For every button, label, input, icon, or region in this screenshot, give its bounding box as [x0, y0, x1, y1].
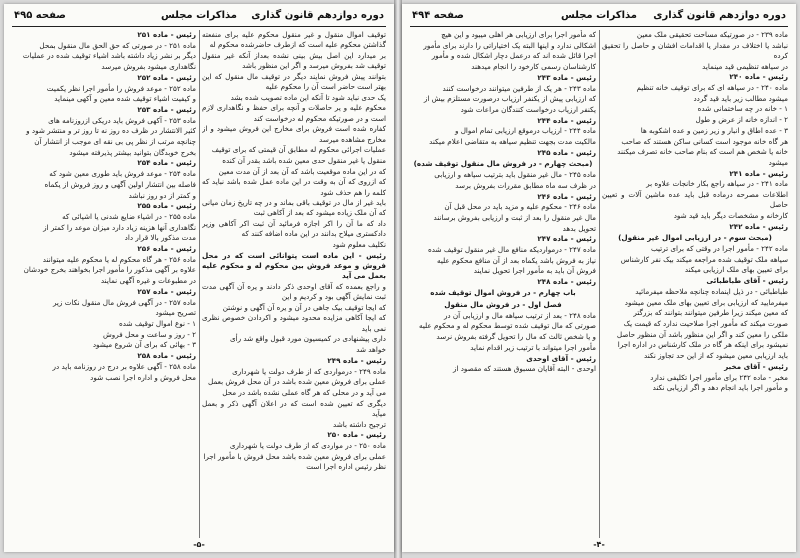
text-line: ماده ۲۴۷ - درمواردیکه منافع مال غیر منقول توقیف شده	[427, 245, 596, 255]
text-line: ماده ۲۴۶ - محکوم علیه و مزید باید در محل قبل آن	[444, 202, 596, 212]
text-line: دیگری که تعیین شده است که در اعلان آگهی ذکر و بعمل میآید	[202, 398, 386, 418]
text-line: محل فروش و اداره اجرا نصب شود	[90, 372, 196, 382]
text-line: مدت مذکور بالا قرار داد	[124, 233, 196, 243]
left-page-footer: -۵-	[193, 540, 205, 549]
text-line: رئیس - ماده ۲۵۴	[137, 158, 196, 168]
right-page-number: صفحه ۴۹۴	[412, 10, 464, 21]
text-line: طباطبائی - در ذیل اینماده چنانچه ملاحظه میفرمائید	[635, 286, 788, 296]
text-line: رئیس - ماده ۲۴۵	[537, 147, 596, 157]
right-page-footer: -۴-	[593, 540, 605, 549]
text-line: رئیس - ماده ۲۴۲	[729, 221, 788, 231]
left-page-header	[14, 10, 384, 26]
left-header-rule	[12, 26, 386, 27]
right-page-left-column	[410, 30, 596, 538]
text-line: ماده ۲۴۱ - در سیاهه راجع بکار خانجات علاوه بر	[646, 179, 788, 189]
text-line: ماده ۲۴۵ - مال غیر منقول باید بترتیب سیاهه و ارزیابی	[434, 170, 596, 180]
text-line: که معین میکند زیرا طرفین میتوانند بتوانند که بزرگتر	[633, 308, 788, 318]
text-line: رئیس - ماده ۲۴۰	[729, 72, 788, 82]
text-line: فروش آن باید به مأمور اجرا تحویل نمایند	[473, 266, 596, 276]
text-line: باب چهارم - در فروش اموال توقیف شده	[430, 288, 576, 298]
text-line: عملیات اجرائی محکوم له مطابق آن قیمتی که برای توقیف	[211, 145, 386, 155]
text-line: بتوانند پیش فروش نمایند دیگر در توقیف مال منقول که این بهتر است حاضر است آن را محکوم علیه	[202, 71, 386, 92]
text-line: و کیفیت اشیاء توقیف شده معین و آکهی مینماید	[54, 94, 196, 104]
text-line: ماده ۲۵۴ - موعد فروش باید طوری معین شود که	[49, 169, 196, 179]
text-line: ۱ - نوع اموال توقیف شده	[119, 318, 196, 328]
text-line: رئیس - ماده ۲۵۸	[137, 351, 196, 361]
text-line: ماده ۲۵۸ - آگهی علاوه بر درج در روزنامه باید در	[52, 361, 196, 371]
text-line: منقول یا غیر منقول حدی معین شده باشد بقدر آن کنده	[222, 155, 386, 165]
text-line: اطلاعات مصرحه درماده قبل باید عده ماشین آلات و تعیین حاصل	[602, 190, 788, 210]
text-line: که در این ماده موقعیت باشد که آن بعد از آن مدت معین	[218, 166, 386, 176]
text-line: که ایجا آکاهی مزایده محدود میشود و اکردادن خصوص نظری نمی باید	[202, 313, 386, 333]
left-columns	[12, 30, 386, 538]
text-line: رئیس - این ماده است پتوانائی است که در محل فروش و موعد فروش بین محکوم له و محکوم علیه بعمل می آید	[202, 250, 386, 281]
text-line: ۳ - عده اطاق و انبار و زیر زمین و عده اشکوبه ها	[640, 125, 788, 135]
text-line: مخبر - ماده ۲۴۲ برای مأمور اجرا تکلیفی ندارد	[650, 372, 788, 382]
text-line: رئیس - آقای طباطبائی	[706, 276, 788, 286]
text-line: نباشد یا اختلاف در مقدار یا اقدامات افشان و حاصل را تحقیق کرده	[602, 40, 788, 60]
text-line: باید غیر از مال در توقیف باقی بماند و در چه تاریخ زمان میانی که آن ملک زیاده میشود که بعد از آکاهی ثبت	[202, 198, 386, 218]
text-line: یک حدی نباید شود تا آنکه این ماده تصویب شده بشد	[230, 92, 386, 102]
text-line: رئیس - ماده ۲۵۱	[137, 30, 196, 39]
text-line: سیاهه ملک توقیف شده مراجعه میکند بیک نفر کارشناس	[620, 254, 788, 264]
text-line: علاوه بر آگهی مذکور را مأمور اجرا بخواهند بخرج خودشان	[23, 265, 196, 275]
text-line: ماده ۲۴۸ - بعد از ترتیب سیاهه مال و ارزیابی آن در	[443, 310, 596, 320]
text-line: رئیس - آقای اوحدی	[526, 353, 596, 363]
text-line: (مبحث سوم - در ارزیابی اموال غیر منقول)	[618, 232, 772, 242]
text-line: رئیس - ماده ۲۵۰	[327, 430, 386, 440]
text-line: رئیس - ماده ۲۴۱	[729, 168, 788, 178]
text-line: توقیف اموال منقول و غیر منقول محکوم علیه برای منفعته گذاشتن محکوم علیه است که ازطرف حاضرشده محکوم له	[202, 30, 386, 50]
text-line: کارخانه و مشخصات دیگر باید قید شود	[673, 210, 788, 220]
text-line: رئیس - ماده ۲۵۳	[137, 104, 196, 114]
text-line: (مبحث چهارم - در فروش مال منقول توقیف شده)	[413, 158, 593, 168]
text-line: اوحدی - البته آقایان مسبوق هستند که مقصود از	[452, 364, 596, 374]
text-line: و یا شخص ثالث که مال را تحویل گرفته بفروش نرسد	[436, 332, 596, 342]
text-line: که ارزیابی پیش از یکنفر ارزیاب درصورت مستلزم بیش از	[423, 94, 596, 104]
text-line: عملی برای فروش معین شده باشد محل فروش با مأمور اجرا	[203, 451, 386, 461]
text-line: میشود مطالب زیر باید قید گردد	[693, 93, 788, 103]
text-line: در سیاهه تنظیمی قید مینماید	[702, 61, 788, 71]
text-line: رئیس - ماده ۲۴۶	[537, 191, 596, 201]
text-line: ترجیح داشته باشد	[332, 419, 386, 429]
text-line: کثیر الانتشار در ظرف ده روز نه تا روز تر و منتشر شود و	[26, 126, 196, 136]
text-line: ماده ۲۴۲ - مأمور اجرا در وقتی که برای ترتیب	[650, 244, 788, 254]
text-line: کارشناسان رسمی کارخود را انجام میدهند	[471, 62, 596, 72]
left-page-right-column	[202, 30, 386, 538]
text-line: داری پیشنهادی در کمیسیون مورد قبول واقع شد رأی	[229, 334, 386, 344]
text-line: که ازروی که آن به وقت در این ماده عمل شده باشد نباید که کلمه را هم حذف شود	[202, 177, 386, 197]
text-line: چنانچه مرتب از نظر پی بی نقه ای موجب از انتشار آن	[34, 137, 196, 147]
text-line: خواهد شد	[356, 345, 386, 355]
text-line: کفاره شده است فروش برای مخارج این فروش میشود و از مخارج مشاهده میرسد	[202, 124, 386, 144]
text-line: میفرمایید که ارزیابی برای تعیین بهای ملک معین میشود	[624, 297, 788, 307]
text-line: رئیس - ماده ۲۴۷	[537, 234, 596, 244]
right-page	[402, 4, 796, 552]
text-line: ماده ۲۴۰ - در سیاهه ای که برای توقیف خانه تنظیم	[636, 83, 788, 93]
text-line: ۲ - اندازه خانه از عرض و طول	[695, 115, 788, 125]
right-columns	[410, 30, 788, 538]
left-page-number: صفحه ۴۹۵	[14, 10, 66, 21]
right-header-rule	[410, 26, 788, 27]
text-line: نکلیف معلوم شود	[332, 240, 386, 250]
text-line: و کمتر از دو روز نباشد	[128, 190, 196, 200]
text-line: رئیس - ماده ۲۵۷	[137, 286, 196, 296]
text-line: مأمور اجرا میتواند با ترتیب زیر اقدام نماید	[470, 342, 596, 352]
text-line: ماده ۲۵۷ - در آگهی فروش مال منقول نکات زیر	[52, 297, 196, 307]
right-page-right-column	[602, 30, 788, 538]
text-line: فصل اول - در فروش مال منقول	[444, 299, 562, 309]
text-line: مال غیر منقول را بعد از ثبت و ارزیابی بفروش برسانند	[433, 212, 596, 222]
text-line: مالکیت مدت بجهت تنظیم سیاهه به متقاضی اعلام میکند	[429, 137, 596, 147]
text-line: داد که ما آن را اکر اجازه فرمائید آن ثبت اکر آکاهی وزیر دادکستری میلاح بدانند در این ماده اضافه کنند که	[202, 219, 386, 239]
text-line: بر میدارد این اصل بیش بینی نشده بعداز آنکه غیر منقول توقیف شد بفروش میرسد و اگر این منظور باشد	[202, 50, 386, 71]
right-header-title: دوره دوازدهم قانون گذاری	[653, 10, 786, 21]
text-line: نظر رئیس اداره اجرا است	[306, 462, 386, 472]
left-header-section: مذاکرات مجلس	[160, 10, 238, 21]
text-line: تحویل بدهد	[562, 223, 596, 233]
text-line: ماده ۲۵۶ - هر گاه محکوم له یا محکوم علیه میتوانند	[42, 254, 196, 264]
text-line: ماده ۲۴۳ - هر یک از طرفین میتوانند درخواست کنند	[442, 83, 596, 93]
text-line: ماده ۲۵۱ - در صورتی که حق الحق مال منقول بمحل	[39, 40, 196, 50]
text-line: و راجع بعمده که آقای اوحدی ذکر دادند و یره آن آگهی مدت ثبت نمایش آگهی بود و کردیم و این	[202, 281, 386, 302]
text-line: ماده ۲۵۳ - آکهی فروش باید دریکی ازروزنامه های	[48, 115, 196, 125]
text-line: رئیس - ماده ۲۴۴	[537, 115, 596, 125]
book-gutter	[394, 0, 402, 558]
text-line: صورت میکند که مأمور اجرا صلاحیت ندارد که قیمت یک	[623, 318, 788, 328]
text-line: رئیس - ماده ۲۴۳	[537, 72, 596, 82]
text-line: باید ارزیابی معین میشود که از این حد تجاوز نکند	[643, 351, 788, 361]
text-line: که ایجا توقیف بیک جاهی در آن و یره آن آگهی و نوشتن	[222, 302, 386, 312]
text-line: تصریح میشود	[155, 308, 196, 318]
left-page-left-column	[12, 30, 196, 538]
text-line: رئیس - ماده ۲۵۶	[137, 244, 196, 254]
text-line: ۳ - بهائی که برای آن شروع میشود	[92, 340, 196, 350]
text-line: رئیس - ماده ۲۴۹	[327, 355, 386, 365]
left-page	[4, 4, 394, 552]
text-line: رئیس - ماده ۲۵۲	[137, 72, 196, 82]
text-line: ماده ۲۴۴ - ارزیاب درموقع ارزیابی تمام اموال و	[454, 126, 596, 136]
text-line: می آید و در محلی که هر گاه عملی نشده باشد در محل	[222, 387, 386, 397]
text-line: یکنفر ارزیاب درخواست کنندگان مراعات شود	[460, 104, 596, 114]
text-line: اشکالی ندارد و اینها البته یک اختیاراتی را دارند برای مأمور	[423, 40, 596, 50]
text-line: فاصله بین انتشار اولین آگهی و روز فروش از یکماه	[44, 179, 196, 189]
text-line: ماده ۲۳۹ - در صورتیکه مساحت تحقیقی ملک معین	[636, 30, 788, 39]
right-page-header	[412, 10, 786, 26]
text-line: هر گاه خانه موجود است کسانی ساکن هستند که صاحب	[621, 136, 788, 146]
left-header-title: دوره دوازدهم قانون گذاری	[251, 10, 384, 21]
text-line: رئیس - ماده ۲۴۸	[537, 277, 596, 287]
text-line: میشود	[768, 157, 788, 167]
right-header-section: مذاکرات مجلس	[560, 10, 638, 21]
text-line: ۱ - خانه در چه ساختمانی شده	[697, 104, 788, 114]
text-line: در ظرف سه ماه مطابق مقررات بفروش برسد	[455, 180, 596, 190]
text-line: نگاهداری آنها هزینه زیاد دارد میزان موعد را کمتر از	[43, 222, 196, 232]
text-line: محکوم علیه و یر حاصلات و آنچه برای حفظ و نگاهداری لازم است و در صورتیکه محکوم له درخواست کند	[202, 103, 386, 123]
text-line: نگاهداری میشود بفروش میرسد	[101, 62, 196, 72]
left-column-divider	[199, 30, 200, 538]
text-line: ماده ۲۵۵ - در اشیاء ضایع شدنی یا اشیائی که	[62, 211, 196, 221]
text-line: نمیشود برای اینکه هر گاه در ملک کارشناس در اداره اجرا	[617, 340, 788, 350]
text-line: عملی برای فروش معین شده باشد در آن محل فروش بعمل	[208, 377, 386, 387]
text-line: خانه یا شخص هم است که بنام صاحب خانه تصرف میکنند	[617, 147, 788, 157]
text-line: رئیس - ماده ۲۵۵	[137, 201, 196, 211]
text-line: در مطبوعات و غیره آگهی نمایند	[100, 276, 196, 286]
text-line: ماده ۲۴۹ - درمواردی که از طرف دولت یا شهرداری	[232, 366, 386, 376]
text-line: برای تعیین بهای ملک ارزیابی میکند	[684, 265, 788, 275]
text-line: و مأمور اجرا باید انجام دهد و اگر ارزیابی نکند	[652, 383, 788, 393]
text-line: ۲ - روز و ساعت و محل فروش	[103, 329, 196, 339]
text-line: بخرج خوبدگان بتوانید بیشتر پذیرفته میشود	[69, 147, 196, 157]
right-column-divider	[599, 30, 600, 538]
text-line: دیگر بر نشر زیاد داشته باشد اشیاء توقیف شده در عملیات	[22, 51, 196, 61]
text-line: ملکی را معین کند و اگر این منظور باشد آن منظور حاصل	[616, 329, 788, 339]
text-line: ماده ۲۵۰ - در مواردی که از طرف دولت یا شهرداری	[229, 440, 386, 450]
text-line: صورتی که مال توقیف شده توسط محکوم له و محکوم علیه	[419, 321, 596, 331]
text-line: نیاز به فروش باشد یکماه بعد از آن منافع محکوم علیه	[436, 255, 596, 265]
text-line: ماده ۲۵۲ - موعد فروش را مأمور اجرا نظر یکمیت	[46, 83, 196, 93]
text-line: که مأمور اجرا برای ارزیابی هر اهلی مییود و این هیچ	[441, 30, 596, 39]
text-line: رئیس - آقای مخبر	[724, 361, 788, 371]
text-line: اجرا قائل شده اند که درعمل دچار اشکال شده و مأمور	[431, 51, 596, 61]
